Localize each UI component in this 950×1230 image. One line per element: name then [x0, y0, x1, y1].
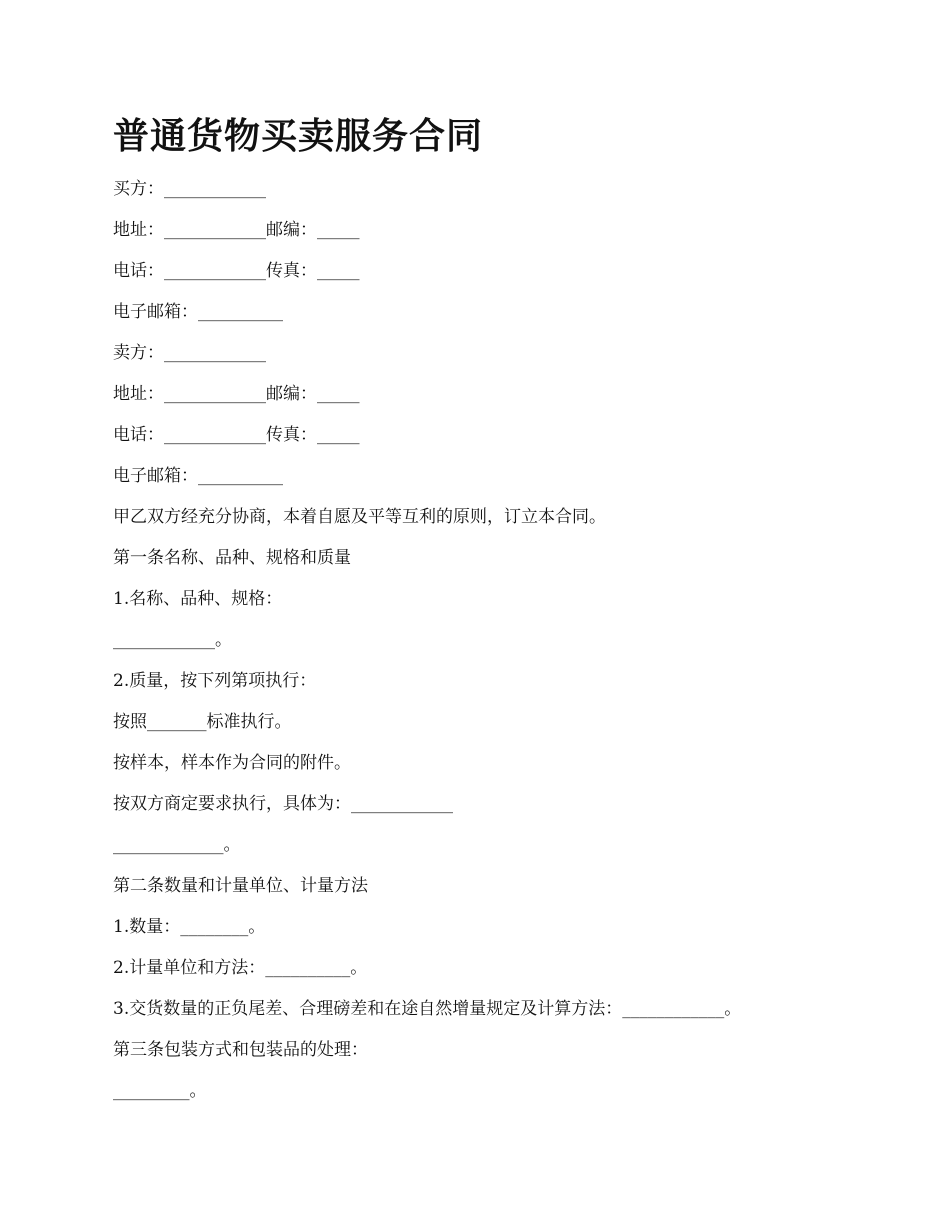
article-1-item-1-blank: ____________。	[113, 630, 232, 650]
seller-phone-line: 电话：____________传真：_____	[113, 425, 360, 445]
quality-option-standard: 按照_______标准执行。	[113, 712, 292, 732]
article-1-heading: 第一条名称、品种、规格和质量	[113, 548, 351, 568]
quality-option-agreed: 按双方商定要求执行，具体为：____________	[113, 794, 453, 814]
article-2-item-3: 3.交货数量的正负尾差、合理磅差和在途自然增量规定及计算方法：____________。	[113, 999, 742, 1019]
article-2-item-2: 2.计量单位和方法：__________。	[113, 958, 368, 978]
buyer-name-line: 买方：____________	[113, 179, 266, 199]
buyer-phone-line: 电话：____________传真：_____	[113, 261, 360, 281]
quality-option-sample: 按样本，样本作为合同的附件。	[113, 753, 351, 773]
document-title: 普通货物买卖服务合同	[113, 115, 484, 157]
article-3-heading: 第三条包装方式和包装品的处理：	[113, 1040, 368, 1060]
seller-email-line: 电子邮箱：__________	[113, 466, 283, 486]
seller-address-line: 地址：____________邮编：_____	[113, 384, 360, 404]
buyer-email-line: 电子邮箱：__________	[113, 302, 283, 322]
article-1-item-2: 2.质量，按下列第项执行：	[113, 671, 317, 691]
buyer-address-line: 地址：____________邮编：_____	[113, 220, 360, 240]
article-1-item-1: 1.名称、品种、规格：	[113, 589, 283, 609]
preamble-paragraph: 甲乙双方经充分协商，本着自愿及平等互利的原则，订立本合同。	[113, 507, 606, 527]
article-3-blank: _________。	[113, 1081, 207, 1101]
article-2-item-1: 1.数量：________。	[113, 917, 266, 937]
contract-page	[113, 112, 833, 1121]
quality-option-agreed-blank: _____________。	[113, 835, 241, 855]
seller-name-line: 卖方：____________	[113, 343, 266, 363]
article-2-heading: 第二条数量和计量单位、计量方法	[113, 876, 368, 896]
